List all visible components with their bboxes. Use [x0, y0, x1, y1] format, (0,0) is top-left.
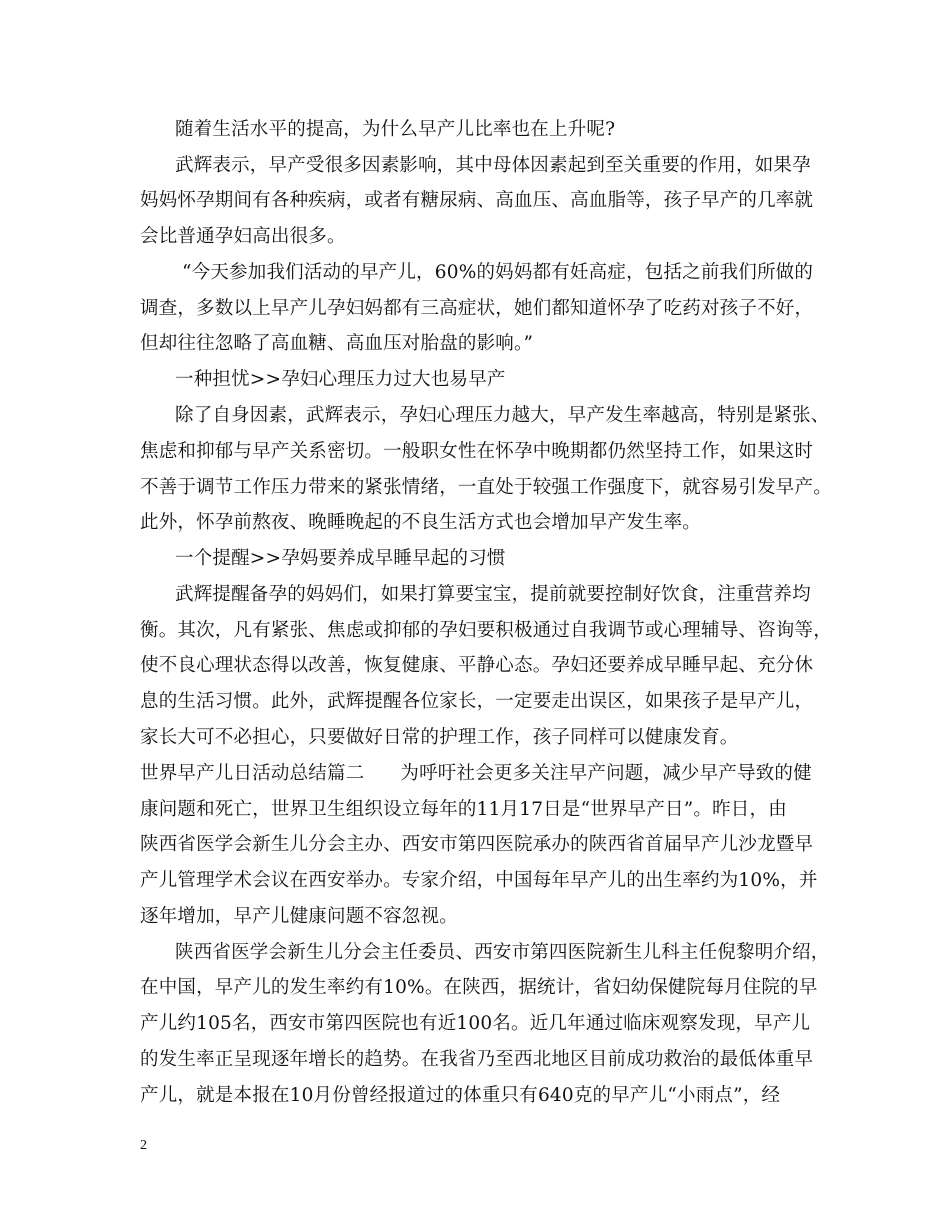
text-line: 使不良心理状态得以改善，恢复健康、平静心态。孕妇还要养成早睡早起、充分休	[140, 655, 814, 676]
text-line: 但却往往忽略了高血糖、高血压对胎盘的影响。”	[140, 333, 534, 354]
text-line: 息的生活习惯。此外，武辉提醒各位家长，一定要走出误区，如果孩子是早产儿，	[140, 691, 814, 712]
text-line: 陕西省医学会新生儿分会主任委员、西安市第四医院新生儿科主任倪黎明介绍，	[175, 942, 830, 963]
text-line: 不善于调节工作压力带来的紧张情绪，一直处于较强工作强度下，就容易引发早产。	[140, 477, 832, 498]
section-heading: 一个提醒>>孕妈要养成早睡早起的习惯	[175, 548, 506, 569]
text-line: 家长大可不必担心，只要做好日常的护理工作，孩子同样可以健康发育。	[140, 727, 739, 748]
page-number: 2	[140, 1138, 147, 1153]
article-title: 世界早产儿日活动总结篇二	[140, 763, 365, 784]
text-line: 随着生活水平的提高，为什么早产儿比率也在上升呢?	[175, 119, 616, 140]
text-line: 产儿管理学术会议在西安举办。专家介绍，中国每年早产儿的出生率约为10%，并	[140, 870, 818, 891]
text-line	[140, 762, 830, 786]
text-line: 妈妈怀孕期间有各种疾病，或者有糖尿病、高血压、高血脂等，孩子早产的几率就	[140, 190, 814, 211]
text-line: 康问题和死亡，世界卫生组织设立每年的11月17日是“世界早产日”。昨日，由	[140, 799, 787, 820]
text-line-tail: 为呼吁社会更多关注早产问题，减少早产导致的健	[400, 763, 812, 784]
text-line: 会比普通孕妇高出很多。	[140, 226, 346, 247]
text-line: 在中国，早产儿的发生率约有10%。在陕西，据统计，省妇幼保健院每月住院的早	[140, 977, 818, 998]
text-line: 产儿约105名，西安市第四医院也有近100名。近几年通过临床观察发现，早产儿	[140, 1013, 811, 1034]
text-line: 武辉提醒备孕的妈妈们，如果打算要宝宝，提前就要控制好饮食，注重营养均	[175, 584, 811, 605]
text-line: 除了自身因素，武辉表示，孕妇心理压力越大，早产发生率越高，特别是紧张、	[175, 405, 830, 426]
text-line: “今天参加我们活动的早产儿，60%的妈妈都有妊高症，包括之前我们所做的	[182, 262, 814, 283]
text-line: 逐年增加，早产儿健康问题不容忽视。	[140, 906, 458, 927]
text-line: 焦虑和抑郁与早产关系密切。一般职女性在怀孕中晚期都仍然坚持工作，如果这时	[140, 441, 814, 462]
text-line: 的发生率正呈现逐年增长的趋势。在我省乃至西北地区目前成功救治的最低体重早	[140, 1049, 814, 1070]
text-line: 调查，多数以上早产儿孕妇妈都有三高症状，她们都知道怀孕了吃药对孩子不好，	[140, 298, 814, 319]
text-line: 武辉表示，早产受很多因素影响，其中母体因素起到至关重要的作用，如果孕	[175, 155, 811, 176]
text-line: 此外，怀孕前熬夜、晚睡晚起的不良生活方式也会增加早产发生率。	[140, 512, 702, 533]
text-line: 产儿，就是本报在10月份曾经报道过的体重只有640克的早产儿“小雨点”，经	[140, 1085, 781, 1106]
text-line: 衡。其次，凡有紧张、焦虑或抑郁的孕妇要积极通过自我调节或心理辅导、咨询等，	[140, 620, 832, 641]
section-heading: 一种担忧>>孕妇心理压力过大也易早产	[175, 369, 506, 390]
text-line: 陕西省医学会新生儿分会主办、西安市第四医院承办的陕西省首届早产儿沙龙暨早	[140, 834, 814, 855]
